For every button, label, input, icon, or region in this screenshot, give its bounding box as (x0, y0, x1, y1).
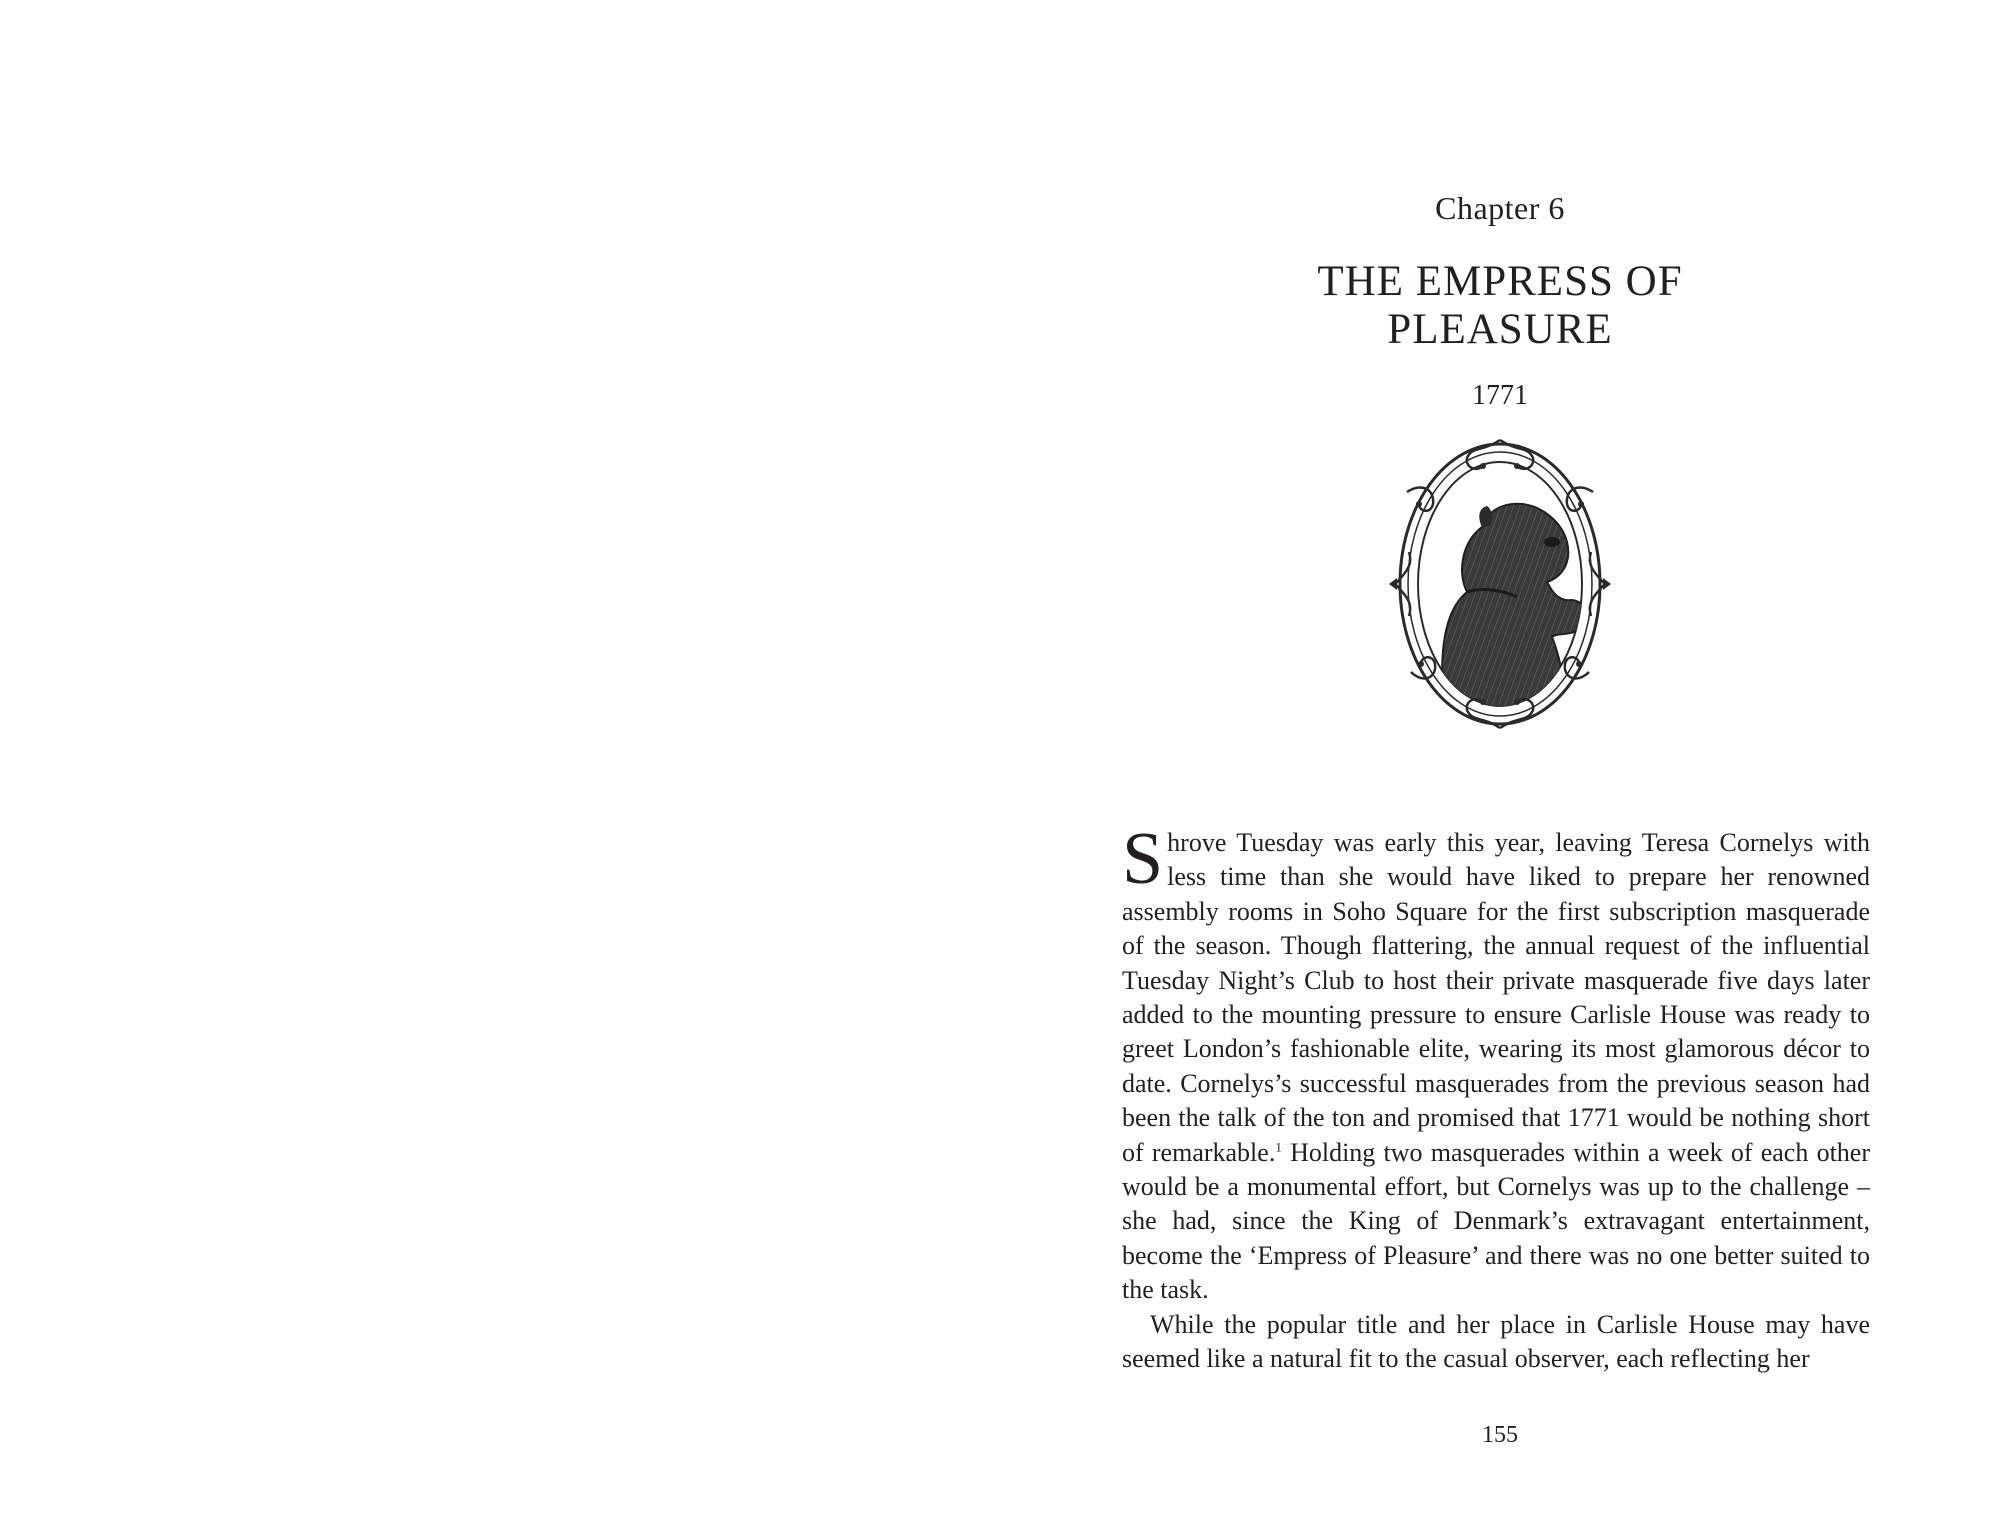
bear-portrait-cartouche-icon (1387, 432, 1613, 732)
chapter-title (1000, 258, 2000, 354)
page-number: 155 (1482, 1422, 1518, 1448)
right-page (1000, 0, 2000, 1539)
paragraph-1-continuation: Holding two masquerades within a week of each other would be a monumental effort, but Cornelys was up to the challenge – she had, since the King of Denmark’s extravagant entertainment, become the ‘Empress of Pleasure’ and there was no one better suited to the task. (1122, 1137, 1870, 1305)
footnote-reference[interactable]: 1 (1275, 1139, 1282, 1154)
chapter-title-line-2: PLEASURE (1387, 306, 1613, 353)
paragraph-2: While the popular title and her place in Carlisle House may have seemed like a natural fit to the casual observer, each reflecting her (1122, 1309, 1870, 1374)
chapter-body-text (1122, 818, 1870, 1377)
chapter-title-line-1: THE EMPRESS OF (1317, 258, 1683, 305)
chapter-label: Chapter 6 (1435, 190, 1565, 226)
paragraph-1 (1122, 818, 1870, 1308)
paragraph-1-text: hrove Tuesday was early this year, leaving Teresa Cornelys with less time than she would have liked to prepare her renowned assembly rooms in Soho Square for the first subscription masquerade of the season. Though flattering, the annual request of the influential Tuesday Night’s Club to host their private masquerade five days later added to the mounting pressure to ensure Carlisle House was ready to greet London’s fashionable elite, wearing its most glamorous décor to date. Cornelys’s successful masquerades from the previous season had been the talk of the ton and promised that 1771 would be nothing short of remarkable. (1122, 828, 1870, 1167)
chapter-year: 1771 (1472, 380, 1528, 411)
drop-cap: S (1122, 818, 1164, 900)
